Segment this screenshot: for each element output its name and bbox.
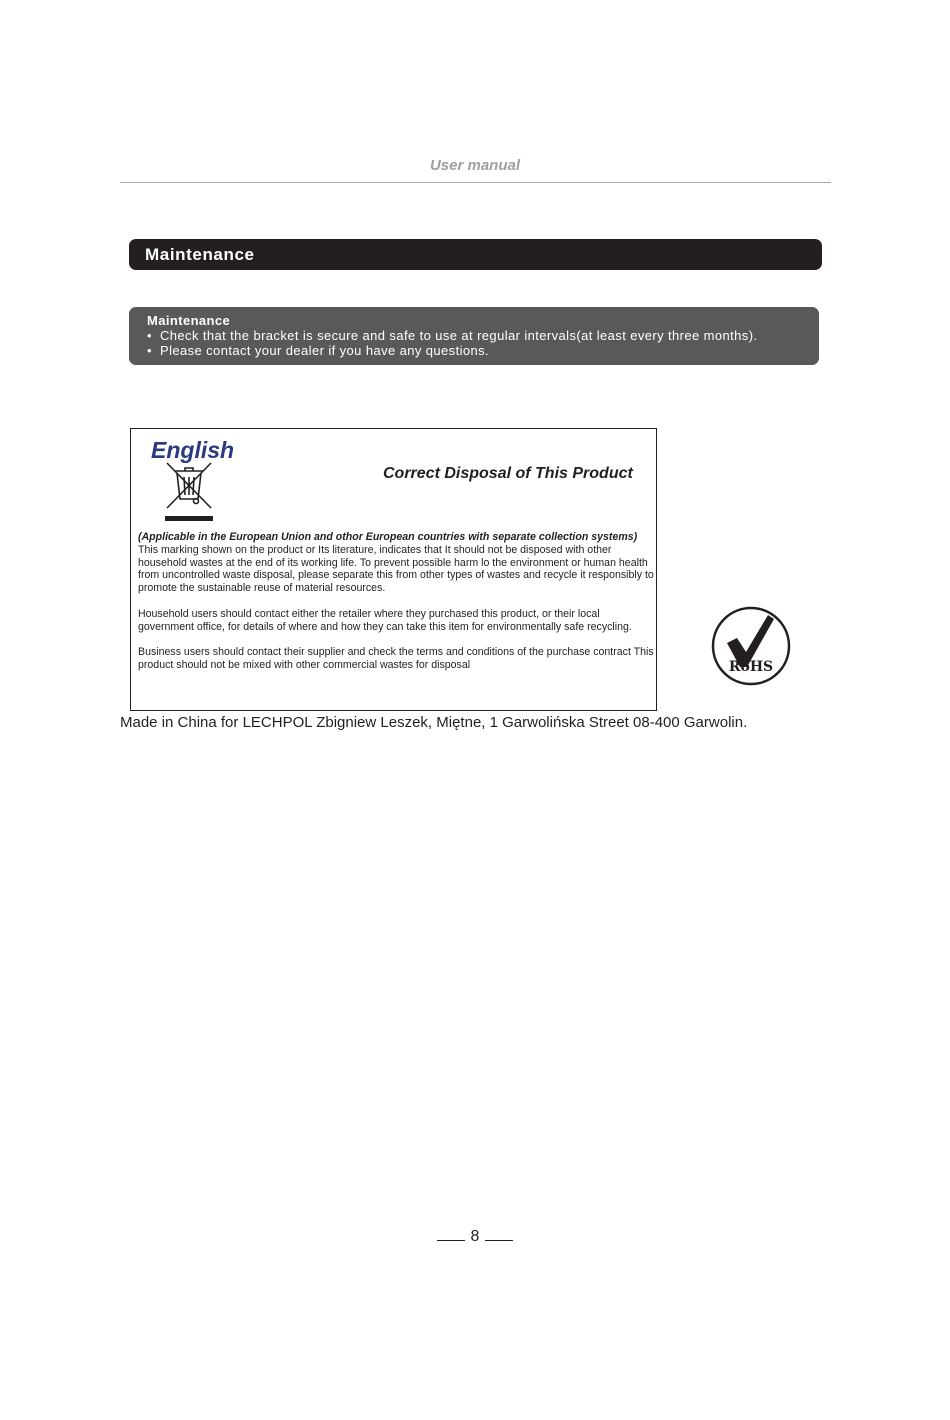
header-divider bbox=[120, 182, 831, 183]
page-number: 8 bbox=[470, 1228, 480, 1245]
bullet-icon: • bbox=[147, 343, 152, 358]
disposal-scope: (Applicable in the European Union and othor European countries with separate collection systems) bbox=[138, 531, 638, 543]
page-number-footer bbox=[0, 1228, 950, 1246]
maintenance-heading: Maintenance bbox=[147, 313, 231, 328]
crossed-out-wheelie-bin-icon bbox=[165, 461, 213, 523]
maintenance-item: • Check that the bracket is secure and safe to use at regular intervals(at least every three months). bbox=[147, 328, 758, 343]
manufacturer-info: Made in China for LECHPOL Zbigniew Leszek, Miętne, 1 Garwolińska Street 08-400 Garwolin. bbox=[120, 714, 748, 731]
disposal-body bbox=[138, 531, 656, 685]
disposal-paragraph: Household users should contact either the retailer where they purchased this product, or their local government office, for details of where and how they can take this item for environmentally safe recycling. bbox=[138, 607, 632, 633]
page-number-rule bbox=[437, 1240, 465, 1241]
page-number-rule bbox=[485, 1240, 513, 1241]
disposal-notice-box bbox=[130, 428, 657, 711]
section-title: Maintenance bbox=[145, 245, 255, 264]
disposal-paragraph: Business users should contact their supplier and check the terms and conditions of the purchase contract This product should not be mixed with other commercial wastes for disposal bbox=[138, 646, 654, 671]
maintenance-item: • Please contact your dealer if you have any questions. bbox=[147, 343, 490, 358]
rohs-label: RoHS bbox=[728, 659, 774, 675]
bullet-icon: • bbox=[147, 328, 152, 343]
language-label: English bbox=[151, 437, 235, 463]
rohs-checkmark-icon bbox=[710, 605, 792, 687]
page-header-title: User manual bbox=[429, 157, 521, 174]
disposal-paragraph: This marking shown on the product or Its literature, indicates that It should not be disposed with other household wastes at the end of its working life. To prevent possible harm lo the environment or human health from uncontrolled waste disposal, please separate this from other types of wastes and recycle it responsibly to promote the sustainable reuse of material resources. bbox=[138, 543, 654, 595]
maintenance-info-box bbox=[129, 307, 819, 365]
section-title-bar bbox=[129, 239, 822, 270]
disposal-title: Correct Disposal of This Product bbox=[383, 465, 633, 482]
